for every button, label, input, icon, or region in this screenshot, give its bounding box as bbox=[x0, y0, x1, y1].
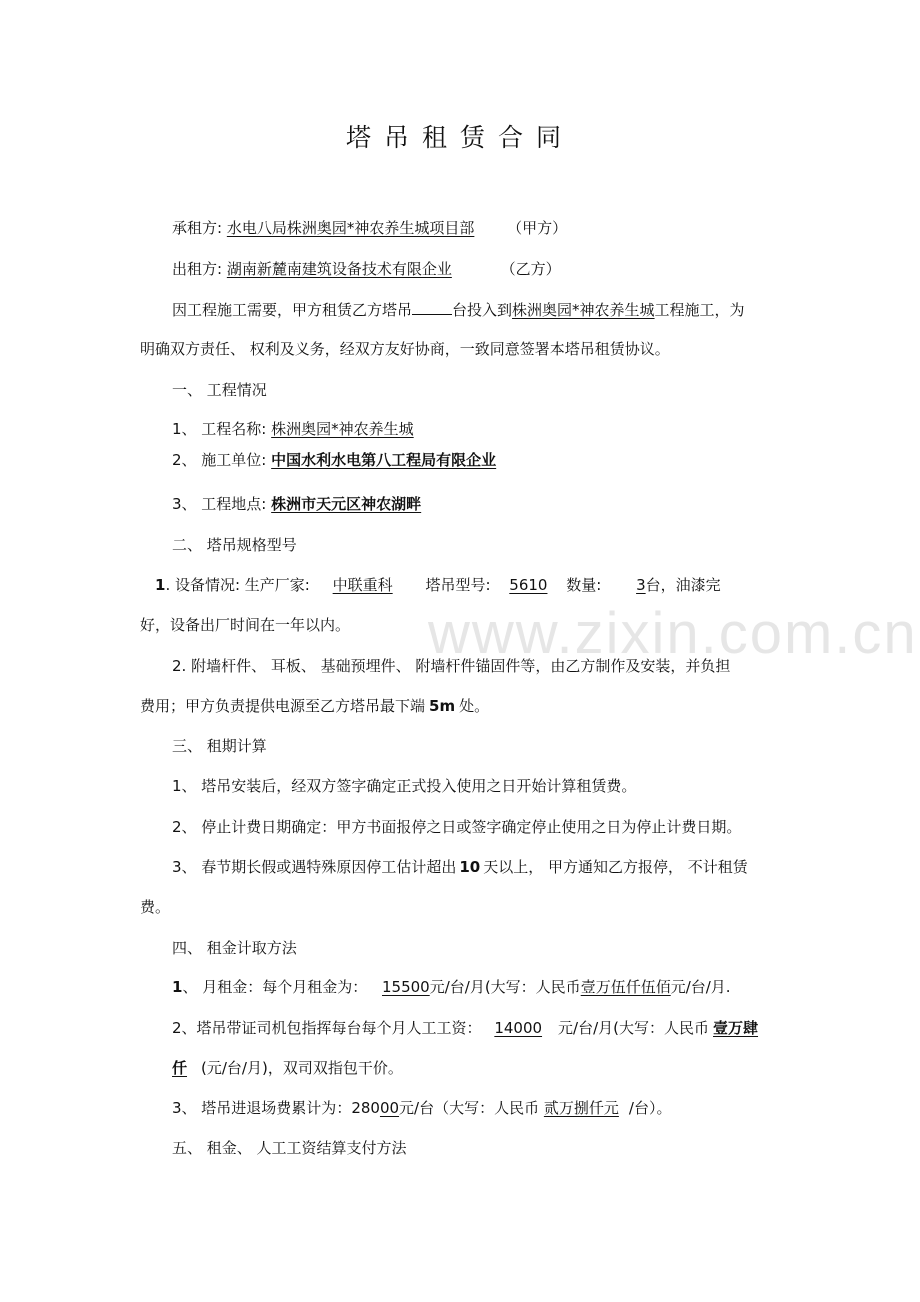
model-value: 5610 bbox=[509, 576, 548, 594]
section-3-heading: 三、 租期计算 bbox=[172, 737, 267, 755]
monthly-rent-tail: 元/台/月. bbox=[670, 978, 731, 996]
qty-tail: 台，油漆完 bbox=[645, 576, 721, 594]
lessor-label: 出租方: bbox=[172, 260, 223, 278]
attachment-line-2 bbox=[140, 695, 489, 717]
section-1-heading: 一、 工程情况 bbox=[172, 381, 267, 399]
driver-wage-label: 2、塔吊带证司机包指挥每台每个月人工工资： bbox=[172, 1019, 482, 1037]
location-value: 株洲市天元区神农湖畔 bbox=[271, 495, 422, 513]
monthly-rent-words: 壹万伍仟伍佰 bbox=[580, 978, 671, 996]
holiday-text: 3、 春节期长假或遇特殊原因停工估计超出 bbox=[172, 858, 457, 876]
driver-wage-line bbox=[172, 1017, 758, 1039]
rent-start-line: 1、 塔吊安装后，经双方签字确定正式投入使用之日开始计算租赁费。 bbox=[172, 777, 637, 795]
equipment-num: 1 bbox=[155, 576, 166, 594]
project-name-value: 株洲奥园*神农养生城 bbox=[271, 420, 414, 438]
driver-wage-line-2 bbox=[172, 1057, 403, 1079]
model-label: 塔吊型号: bbox=[425, 576, 491, 594]
entry-fee-amount: 00 bbox=[379, 1099, 400, 1117]
project-name-line bbox=[172, 418, 414, 440]
power-tail: 处。 bbox=[459, 697, 490, 715]
watermark: www.zixin.com.cn bbox=[428, 601, 918, 666]
contract-title: 塔吊租赁合同 bbox=[345, 123, 574, 152]
attachment-line-1: 2. 附墙杆件、 耳板、 基础预埋件、 附墙杆件锚固件等，由乙方制作及安装，并负担 bbox=[172, 657, 731, 675]
power-text: 费用；甲方负责提供电源至乙方塔吊最下端 bbox=[140, 697, 426, 715]
entry-fee-line bbox=[172, 1097, 671, 1119]
qty-label: 数量: bbox=[566, 576, 602, 594]
monthly-rent-label: 、 月租金：每个月租金为： bbox=[182, 978, 368, 996]
intro-project: 株洲奥园*神农养生城 bbox=[512, 301, 655, 319]
monthly-rent-unit: 元/台/月(大写：人民币 bbox=[429, 978, 581, 996]
intro-text: 因工程施工需要，甲方租赁乙方塔吊 bbox=[172, 301, 413, 319]
equipment-line-2: 好，设备出厂时间在一年以内。 bbox=[140, 616, 351, 634]
monthly-rent-num: 1 bbox=[172, 978, 183, 996]
driver-wage-amount: 14000 bbox=[494, 1019, 543, 1037]
entry-fee-words: 贰万捌仟元 bbox=[543, 1099, 619, 1117]
intro-line-1 bbox=[172, 298, 745, 321]
intro-text-2: 台投入到 bbox=[452, 301, 513, 319]
driver-wage-words-1: 壹万肆 bbox=[713, 1019, 759, 1037]
location-line bbox=[172, 493, 421, 515]
driver-wage-unit: 元/台/月(大写：人民币 bbox=[558, 1019, 710, 1037]
power-distance: 5m bbox=[429, 697, 456, 715]
section-2-heading: 二、 塔吊规格型号 bbox=[172, 536, 297, 554]
location-label: 3、 工程地点: bbox=[172, 495, 267, 513]
section-4-heading: 四、 租金计取方法 bbox=[172, 939, 297, 957]
lessee-name: 水电八局株洲奥园*神农养生城项目部 bbox=[226, 219, 475, 237]
contractor-value: 中国水利水电第八工程局有限企业 bbox=[271, 451, 497, 469]
monthly-rent-amount: 15500 bbox=[382, 978, 430, 996]
driver-wage-words-2: 仟 bbox=[172, 1059, 188, 1077]
holiday-tail: 天以上， 甲方通知乙方报停， 不计租赁 bbox=[483, 858, 748, 876]
intro-line-2: 明确双方责任、 权利及义务，经双方友好协商，一致同意签署本塔吊租赁协议。 bbox=[140, 340, 670, 358]
lessor-line bbox=[172, 258, 561, 280]
entry-fee-unit: 元/台（大写：人民币 bbox=[399, 1099, 540, 1117]
entry-fee-label: 3、 塔吊进退场费累计为：280 bbox=[172, 1099, 380, 1117]
lessee-label: 承租方: bbox=[172, 219, 223, 237]
maker-value: 中联重科 bbox=[332, 576, 393, 594]
holiday-line bbox=[172, 856, 748, 878]
contractor-label: 2、 施工单位: bbox=[172, 451, 267, 469]
equipment-label: . 设备情况: 生产厂家: bbox=[165, 576, 310, 594]
qty-value: 3 bbox=[636, 576, 646, 594]
intro-text-3: 工程施工，为 bbox=[654, 301, 745, 319]
section-5-heading: 五、 租金、 人工工资结算支付方法 bbox=[172, 1139, 407, 1157]
holiday-line-2: 费。 bbox=[140, 898, 171, 916]
entry-fee-tail: /台）。 bbox=[628, 1099, 672, 1117]
monthly-rent-line bbox=[172, 976, 731, 998]
equipment-line-1 bbox=[155, 574, 721, 596]
crane-count-blank bbox=[412, 298, 452, 315]
holiday-days: 10 bbox=[459, 858, 481, 876]
driver-wage-tail: (元/台/月)，双司双指包干价。 bbox=[201, 1059, 403, 1077]
rent-stop-line: 2、 停止计费日期确定：甲方书面报停之日或签字确定停止使用之日为停止计费日期。 bbox=[172, 818, 742, 836]
lessee-line bbox=[172, 217, 567, 239]
lessor-role: （乙方） bbox=[500, 260, 561, 278]
lessee-role: （甲方） bbox=[507, 219, 568, 237]
project-name-label: 1、 工程名称: bbox=[172, 420, 267, 438]
contractor-line bbox=[172, 449, 496, 471]
lessor-name: 湖南新麓南建筑设备技术有限企业 bbox=[226, 260, 452, 278]
